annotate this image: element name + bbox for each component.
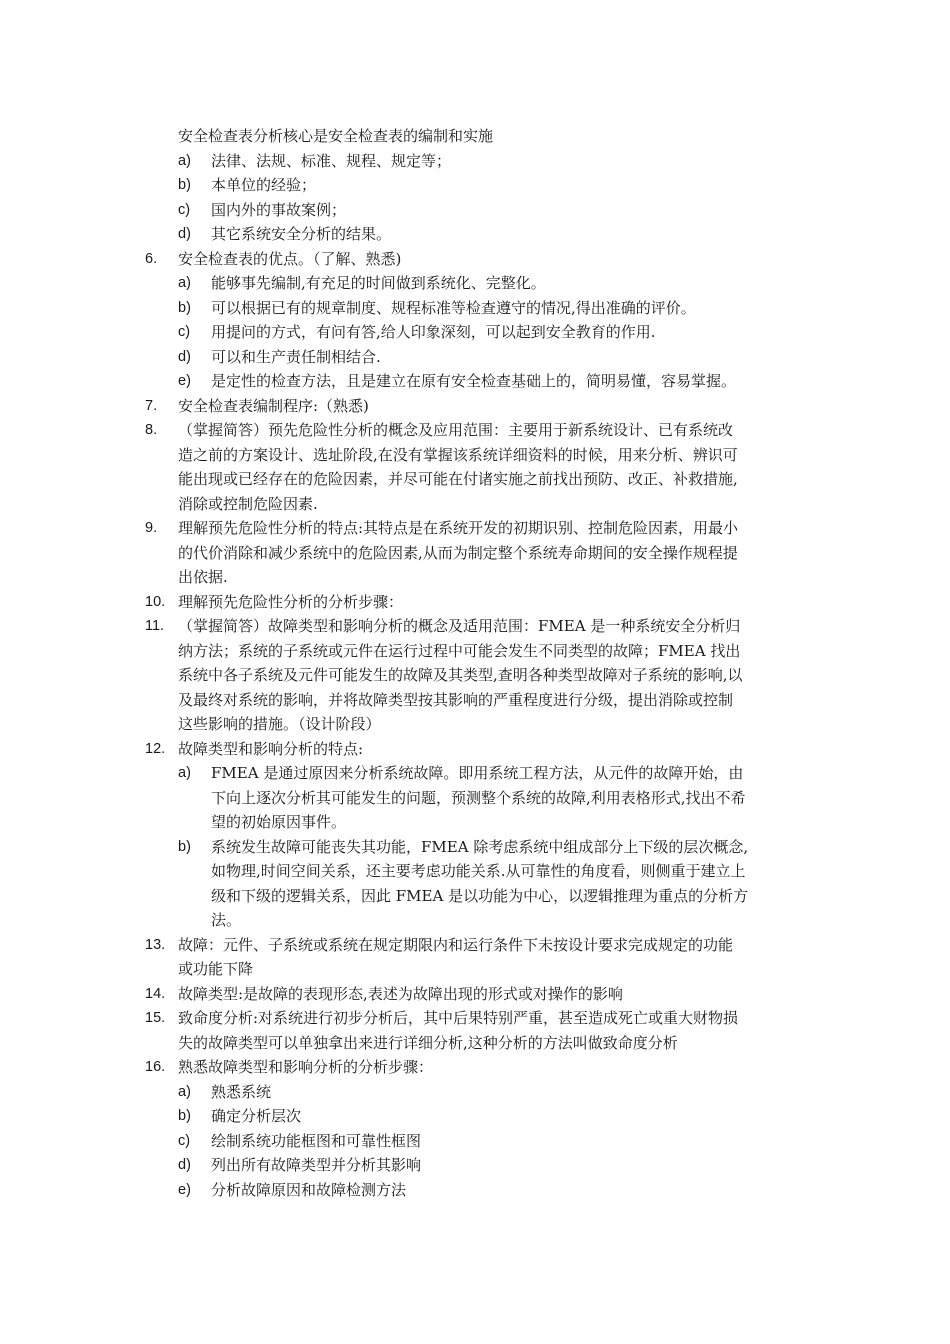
item-text: 致命度分析:对系统进行初步分析后，其中后果特别严重，甚至造成死亡或重大财物损: [178, 1009, 739, 1027]
item-text: 安全检查表的优点。（了解、熟悉): [178, 249, 402, 268]
sub-item-marker: e): [178, 1181, 191, 1198]
numbered-item-line: [0, 565, 950, 590]
item-text: 造之前的方案设计、选址阶段,在没有掌握该系统详细资料的时候，用来分析、辨识可: [178, 445, 738, 464]
item-text: 及最终对系统的影响，并将故障类型按其影响的严重程度进行分级，提出消除或控制: [178, 690, 734, 709]
sub-item-text: 下向上逐次分析其可能发生的问题，预测整个系统的故障,利用表格形式,找出不希: [211, 788, 746, 807]
sub-item-marker: e): [178, 373, 191, 389]
sub-item-marker: c): [178, 1132, 191, 1149]
sub-item-text: 是定性的检查方法，且是建立在原有安全检查基础上的，简明易懂，容易掌握。: [211, 372, 737, 390]
numbered-item-line: [0, 712, 950, 737]
sub-item-text: 可以根据已有的规章制度、规程标准等检查遵守的情况,得出准确的评价。: [211, 298, 696, 317]
list-item-text: 其它系统安全分析的结果。: [211, 225, 392, 243]
numbered-item-line: [0, 443, 950, 468]
numbered-item-line: [0, 492, 950, 517]
item-text: 故障类型和影响分析的特点:: [178, 739, 364, 758]
item-number: 11.: [145, 618, 165, 634]
item-text: 熟悉故障类型和影响分析的分析步骤：: [178, 1058, 434, 1076]
numbered-item-line: [0, 614, 950, 639]
list-item-text: 本单位的经验；: [211, 176, 317, 194]
sub-item-text: 熟悉系统: [211, 1082, 272, 1101]
sub-item-text: 法。: [211, 911, 242, 929]
item-text: 或功能下降: [178, 960, 254, 978]
sub-item-line: [0, 810, 950, 835]
sub-item-line: [0, 1080, 950, 1105]
sub-item-marker: b): [178, 1108, 191, 1124]
sub-item-line: [0, 1104, 950, 1129]
sub-item-text: 能够事先编制,有充足的时间做到系统化、完整化。: [211, 274, 546, 292]
sub-item-text: 系统发生故障可能丧失其功能，FMEA 除考虑系统中组成部分上下级的层次概念,: [211, 837, 749, 856]
sub-item-line: [0, 835, 950, 860]
list-marker: a): [178, 152, 191, 169]
numbered-item-line: [0, 1055, 950, 1080]
item-text: 理解预先危险性分析的特点:其特点是在系统开发的初期识别、控制危险因素，用最小: [178, 519, 739, 537]
sub-item-line: [0, 1129, 950, 1154]
item-number: 15.: [145, 1010, 166, 1026]
item-number: 10.: [145, 593, 166, 610]
sub-item-line: [0, 320, 950, 345]
item-number: 9.: [145, 520, 158, 536]
item-number: 13.: [145, 936, 166, 953]
item-text: 纳方法；系统的子系统或元件在运行过程中可能会发生不同类型的故障；FMEA 找出: [178, 641, 741, 660]
sub-item-text: 用提问的方式，有问有答,给人印象深刻，可以起到安全教育的作用.: [211, 323, 656, 341]
sub-item-marker: a): [178, 765, 191, 781]
sub-item-marker: d): [178, 348, 191, 365]
item-text: 这些影响的措施。（设计阶段）: [178, 715, 381, 733]
intro-list-item: [0, 173, 950, 198]
item-text: 出依据.: [178, 568, 228, 586]
sub-item-line: [0, 369, 950, 394]
sub-item-line: [0, 786, 950, 811]
sub-item-line: [0, 908, 950, 933]
sub-item-line: [0, 271, 950, 296]
numbered-item-line: [0, 1031, 950, 1056]
numbered-item-line: [0, 688, 950, 713]
list-marker: b): [178, 177, 191, 193]
numbered-item-line: [0, 541, 950, 566]
item-text: 失的故障类型可以单独拿出来进行详细分析,这种分析的方法叫做致命度分析: [178, 1033, 678, 1052]
numbered-item-line: [0, 957, 950, 982]
item-text: （掌握简答）预先危险性分析的概念及应用范围：主要用于新系统设计、已有系统改: [178, 421, 734, 439]
sub-item-text: 绘制系统功能框图和可靠性框图: [211, 1131, 422, 1150]
sub-item-line: [0, 296, 950, 321]
item-number: 12.: [145, 740, 166, 757]
sub-item-marker: c): [178, 324, 191, 340]
item-number: 7.: [145, 397, 158, 414]
intro-list-item: [0, 198, 950, 223]
intro-line: [0, 124, 950, 149]
item-text: 理解预先危险性分析的分析步骤：: [178, 592, 404, 611]
numbered-item-line: [0, 418, 950, 443]
numbered-item-line: [0, 394, 950, 419]
sub-item-text: 可以和生产责任制相结合.: [211, 347, 381, 366]
item-number: 8.: [145, 422, 158, 438]
item-number: 16.: [145, 1059, 166, 1075]
sub-item-line: [0, 345, 950, 370]
list-item-text: 法律、法规、标准、规程、规定等；: [211, 151, 452, 170]
sub-item-line: [0, 1153, 950, 1178]
sub-item-line: [0, 761, 950, 786]
sub-item-marker: a): [178, 1083, 191, 1100]
item-text: 能出现或已经存在的危险因素，并尽可能在付诸实施之前找出预防、改正、补救措施,: [178, 470, 738, 488]
numbered-item-line: [0, 663, 950, 688]
sub-item-marker: b): [178, 299, 191, 316]
sub-item-text: 级和下级的逻辑关系，因此 FMEA 是以功能为中心，以逻辑推理为重点的分析方: [211, 886, 749, 905]
list-item-text: 国内外的事故案例；: [211, 200, 347, 219]
sub-item-line: [0, 859, 950, 884]
sub-item-line: [0, 1178, 950, 1203]
numbered-item-line: [0, 516, 950, 541]
sub-item-marker: a): [178, 275, 191, 291]
item-text: 系统中各子系统及元件可能发生的故障及其类型,查明各种类型故障对子系统的影响,以: [178, 666, 743, 684]
numbered-item-line: [0, 590, 950, 615]
sub-item-marker: b): [178, 838, 191, 855]
sub-item-text: 望的初始原因事件。: [211, 813, 347, 831]
sub-item-marker: d): [178, 1157, 191, 1173]
sub-item-text: 如物理,时间空间关系，还主要考虑功能关系.从可靠性的角度看，则侧重于建立上: [211, 862, 746, 880]
numbered-item-line: [0, 982, 950, 1007]
item-text: 的代价消除和减少系统中的危险因素,从而为制定整个系统寿命期间的安全操作规程提: [178, 543, 738, 562]
sub-item-text: 列出所有故障类型并分析其影响: [211, 1156, 422, 1174]
numbered-item-line: [0, 933, 950, 958]
item-text: 故障：元件、子系统或系统在规定期限内和运行条件下未按设计要求完成规定的功能: [178, 935, 734, 954]
intro-text: 安全检查表分析核心是安全检查表的编制和实施: [178, 127, 494, 145]
numbered-item-line: [0, 737, 950, 762]
intro-list-item: [0, 222, 950, 247]
list-marker: c): [178, 201, 191, 218]
sub-item-text: 分析故障原因和故障检测方法: [211, 1180, 407, 1199]
intro-list-item: [0, 149, 950, 174]
sub-item-text: 确定分析层次: [211, 1107, 302, 1125]
sub-item-text: FMEA 是通过原因来分析系统故障。即用系统工程方法，从元件的故障开始，由: [211, 764, 744, 782]
list-marker: d): [178, 226, 191, 242]
item-number: 14.: [145, 985, 166, 1002]
item-text: 消除或控制危险因素.: [178, 494, 318, 513]
document-body: [0, 124, 950, 1202]
item-text: （掌握简答）故障类型和影响分析的概念及适用范围：FMEA 是一种系统安全分析归: [178, 617, 741, 635]
numbered-item-line: [0, 247, 950, 272]
sub-item-line: [0, 884, 950, 909]
numbered-item-line: [0, 1006, 950, 1031]
numbered-item-line: [0, 467, 950, 492]
item-text: 故障类型:是故障的表现形态,表述为故障出现的形式或对操作的影响: [178, 984, 623, 1003]
item-number: 6.: [145, 250, 158, 267]
item-text: 安全检查表编制程序:（熟悉): [178, 396, 369, 415]
numbered-item-line: [0, 639, 950, 664]
